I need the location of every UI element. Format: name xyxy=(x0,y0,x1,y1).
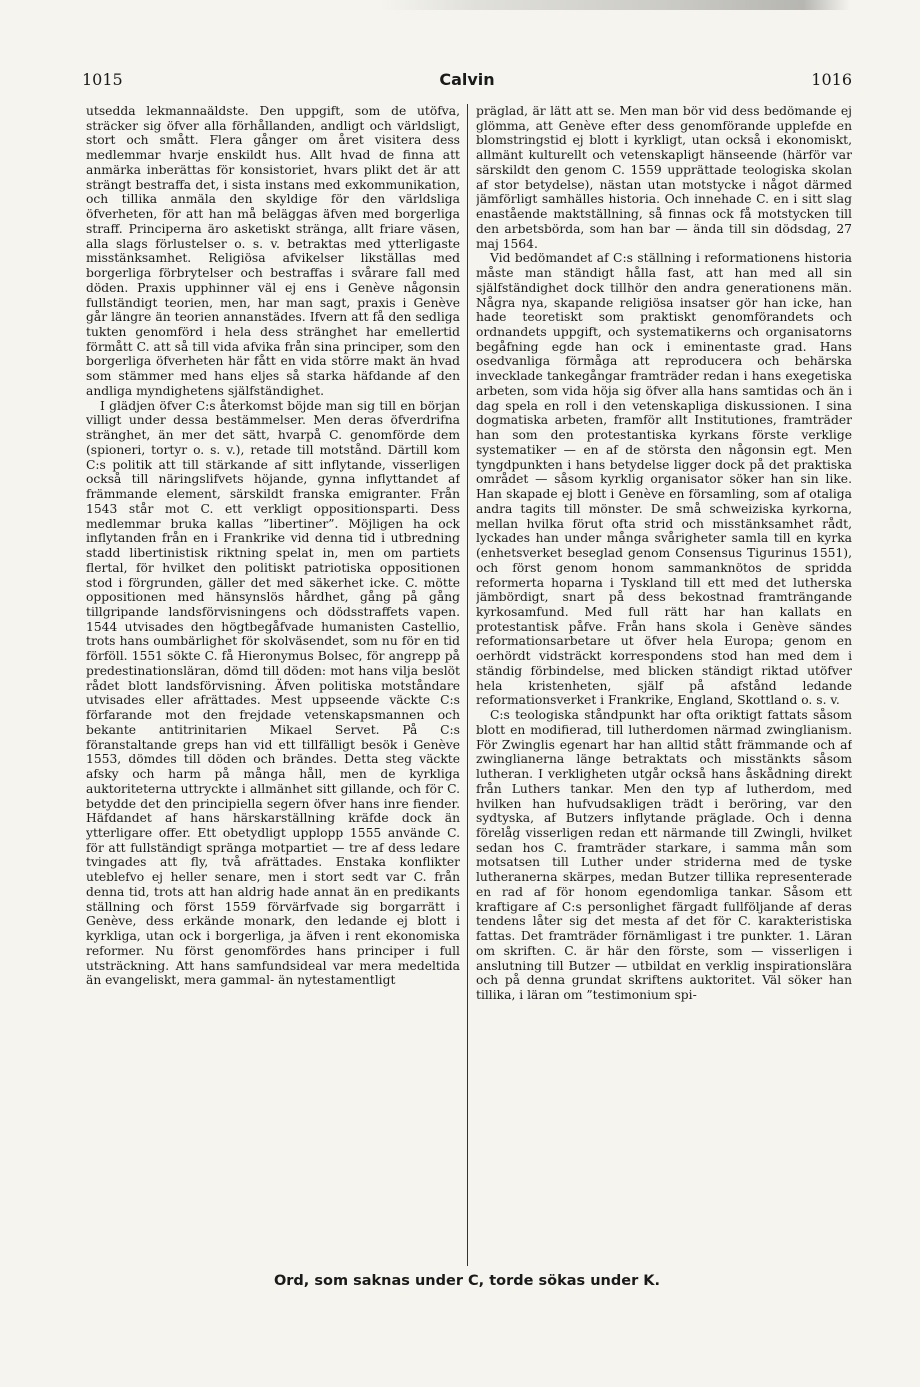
page-footer-note: Ord, som saknas under C, torde sökas under K. xyxy=(273,1273,661,1289)
page-title: Calvin xyxy=(439,70,495,89)
right-column xyxy=(476,104,852,1266)
paragraph: präglad, är lätt att se. Men man bör vid dess bedömande ej glömma, att Genève efter dess genomförande upplefde en blomstringstid ej blott i kyrkligt, utan också i ekonomiskt, allmänt kulturellt och vetenskapligt hänseende (härför var särskildt den genom C. 1559 upprättade teologiska skolan af stor betydelse), nästan utan motstycke i något därmed jämförligt samhälles historia. Och innehade C. en i sitt slag enastående maktställning, så finnas ock få motstycken till den arbetsbörda, som han bar — ända till sin dödsdag, 27 maj 1564. xyxy=(476,104,852,251)
column-divider xyxy=(467,104,468,1266)
paragraph: I glädjen öfver C:s återkomst böjde man sig till en början villigt under dessa bestämmelser. Men deras öfverdrifna stränghet, än mer det sätt, hvarpå C. genomförde dem (spioneri, tortyr o. s. v.), retade till motstånd. Därtill kom C:s politik att till stärkande af sitt inflytande, visserligen också till näringslifvets höjande, gynna inflyttandet af främmande element, särskildt franska emigranter. Från 1543 står mot C. ett verkligt oppositionsparti. Dess medlemmar bruka kallas ”libertiner”. Möjligen ha ock inflytanden från en i Frankrike vid denna tid i utbredning stadd libertinistisk riktning spelat in, men om partiets flertal, för hvilket den politiskt patriotiska oppositionen stod i förgrunden, gäller det med säkerhet icke. C. mötte oppositionen med hänsynslös hårdhet, gång på gång tillgripande landsförvisningens och dödsstraffets vapen. 1544 utvisades den högtbegåfvade humanisten Castellio, trots hans oumbärlighet för skolväsendet, som nu för en tid förföll. 1551 sökte C. få Hieronymus Bolsec, för angrepp på predestinationsläran, dömd till döden: mot hans vilja beslöt rådet blott landsförvisning. Äfven politiska motståndare utvisades eller afrättades. Mest uppseende väckte C:s förfarande mot den frejdade vetenskapsmannen och bekante antitrinitarien Mikael Servet. På C:s föranstaltande greps han vid ett tillfälligt besök i Genève 1553, dömdes till döden och brändes. Detta steg väckte afsky och harm på många håll, men de kyrkliga auktoriteterna uttryckte i allmänhet sitt gillande, och för C. betydde det den principiella segern öfver hans inre fiender. Häfdandet af hans härskarställning kräfde dock än ytterligare offer. Ett obetydligt upplopp 1555 använde C. för att fullständigt spränga motpartiet — tre af dess ledare tvingades att fly, två afrättades. Enstaka konflikter uteblefvo ej heller senare, men i stort sedt var C. från denna tid, trots att han aldrig hade annat än en predikants ställning och först 1559 förvärfvade sig borgarrätt i Genève, dess erkände monark, den ledande ej blott i kyrkliga, utan ock i borgerliga, ja äfven i rent ekonomiska reformer. Nu först genomfördes hans principer i full utsträckning. Att hans samfundsideal var mera medeltida än evangeliskt, mera gammal- än nytestamentligt xyxy=(86,398,460,988)
page-number-left: 1015 xyxy=(82,70,123,89)
paragraph: Vid bedömandet af C:s ställning i reformationens historia måste man ständigt hålla fast, att han med all sin själfständighet dock tillhör den andra generationens män. Några nya, skapande religiösa insatser gör han icke, han hade teoretiskt som praktiskt genomförandets och ordnandets uppgift, och systematikerns och organisatorns begåfning egde han ock i eminentaste grad. Hans osedvanliga förmåga att reproducera och behärska invecklade tankegångar framträder redan i hans exegetiska arbeten, som vida höja sig öfver alla hans samtidas och än i dag spela en roll i den vetenskapliga diskussionen. I sina dogmatiska arbeten, framför allt Institutiones, framträder han som den protestantiska kyrkans förste verklige systematiker — en af de största den någonsin egt. Men tyngdpunkten i hans betydelse ligger dock på det praktiska området — såsom kyrklig organisator söker han sin like. Han skapade ej blott i Genève en församling, som af otaliga andra tagits till mönster. De små schweiziska kyrkorna, mellan hvilka förut ofta strid och misstänksamhet rådt, lyckades han under många svårigheter samla till en kyrka (enhetsverket beseglad genom Consensus Tigurinus 1551), och först genom honom sammanknötos de spridda reformerta hoparna i Tyskland till ett med det lutherska jämbördigt, snart på dess bekostnad framträngande kyrkosamfund. Med full rätt har han kallats en protestantisk påfve. Från hans skola i Genève sändes reformationsarbetare ut öfver hela Europa; genom en oerhördt vidsträckt korrespondens stod han med dem i ständig förbindelse, med blicken ständigt riktad utöfver hela kristenheten, själf på afstånd ledande reformationsverket i Frankrike, England, Skottland o. s. v. xyxy=(476,251,852,708)
scan-artifact xyxy=(380,0,850,10)
left-column xyxy=(86,104,460,1266)
page-header xyxy=(82,70,852,92)
paragraph: utsedda lekmannaäldste. Den uppgift, som de utöfva, sträcker sig öfver alla förhållanden, andligt och världsligt, stort och smått. Flera gånger om året visitera dess medlemmar hvarje enskildt hus. Allt hvad de finna att anmärka inberättas för konsistoriet, hvars plikt det är att strängt bestraffa det, i sista instans med exkommunikation, och tillika anmäla den skyldige för den världsliga öfverheten, för att han må beläggas äfven med borgerliga straff. Principerna äro asketiskt stränga, allt friare väsen, alla slags förlustelser o. s. v. betraktas med ytterligaste misstänksamhet. Religiösa afvikelser likställas med borgerliga förbrytelser och bestraffas i svårare fall med döden. Praxis upphinner väl ej ens i Genève någonsin fullständigt teorien, men, har man sagt, praxis i Genève går längre än teorien annanstädes. Ifvern att få den sedliga tukten genomförd i hela dess stränghet har emellertid förmått C. att så till vida afvika från sina principer, som den borgerliga öfverheten här fått en vida större makt än hvad som stämmer med hans eljes så starka häfdande af den andliga myndighetens själfständighet. xyxy=(86,104,460,398)
page-number-right: 1016 xyxy=(811,70,852,89)
paragraph: C:s teologiska ståndpunkt har ofta oriktigt fattats såsom blott en modifierad, till lutherdomen närmad zwinglianism. För Zwinglis egenart har han alltid stått främmande och af zwinglianerna länge betraktats och misstänkts såsom lutheran. I verkligheten utgår också hans åskådning direkt från Luthers tankar. Men den typ af lutherdom, med hvilken han hufvudsakligen trädt i beröring, var den sydtyska, af Butzers inflytande präglade. Och i denna förelåg visserligen redan ett närmande till Zwingli, hvilket sedan hos C. framträder starkare, i samma mån som motsatsen till Luther under striderna med de tyske lutheranerna skärpes, medan Butzer tillika representerade en rad af för honom egendomliga tankar. Såsom ett kraftigare af C:s personlighet färgadt fullföljande af deras tendens låter sig det mesta af det för C. karakteristiska fattas. Det framträder förnämligast i tre punkter. 1. Läran om skriften. C. är här den förste, som — visserligen i anslutning till Butzer — utbildat en verklig inspirationslära och på denna grundat skriftens auktoritet. Väl söker han tillika, i läran om ”testimonium spi- xyxy=(476,708,852,1003)
